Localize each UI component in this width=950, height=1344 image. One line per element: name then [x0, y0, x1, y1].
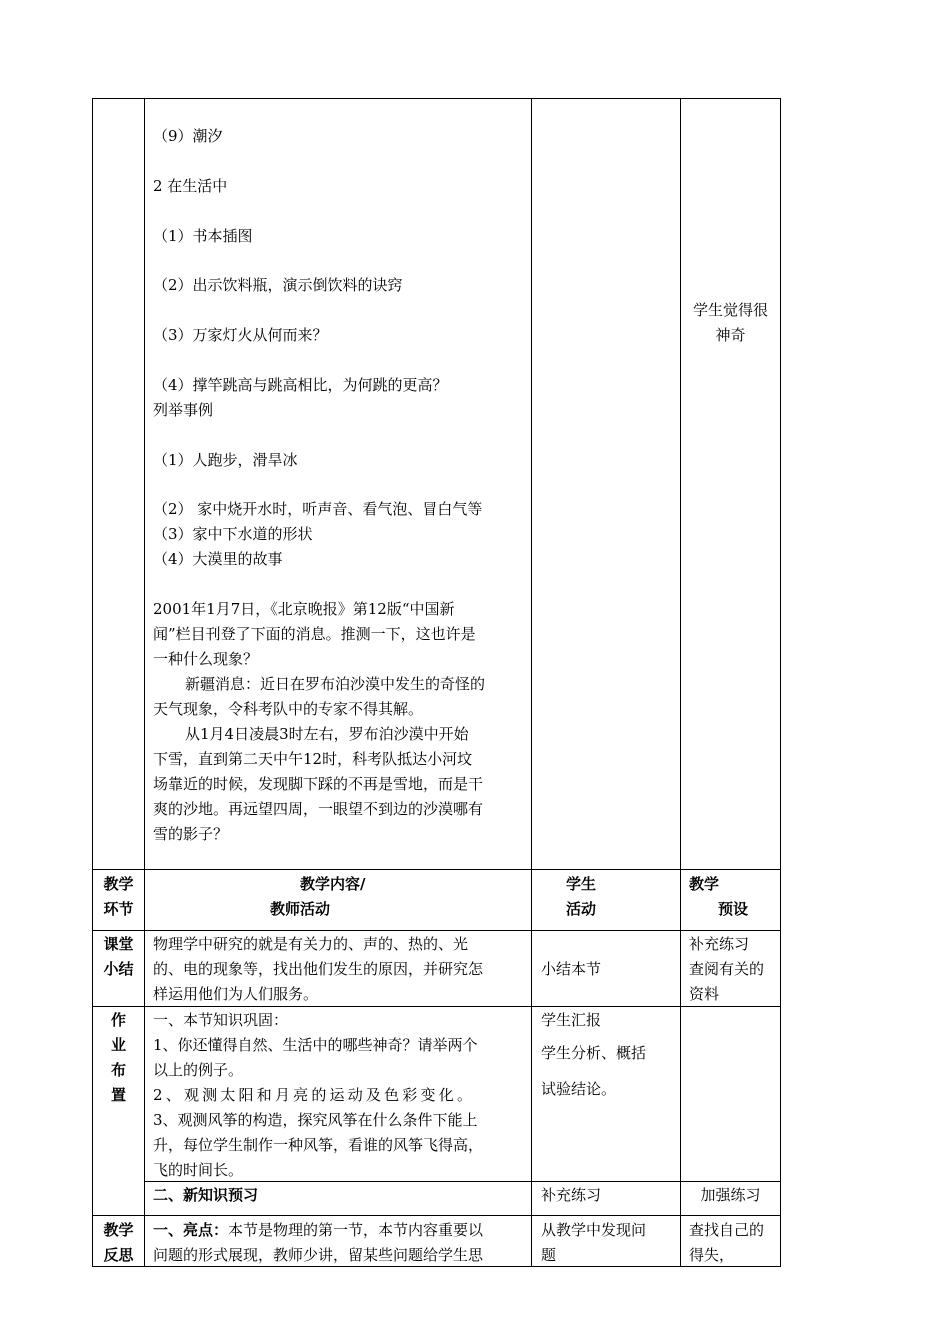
content-line: （1）人跑步，滑旱冰	[153, 451, 298, 469]
grid-line	[92, 1215, 781, 1216]
grid-line	[92, 98, 781, 99]
highlight-label: 一、亮点：	[153, 1221, 229, 1239]
grid-line	[92, 930, 781, 931]
content-line: 爽的沙地。再远望四周，一眼望不到边的沙漠哪有	[153, 800, 484, 818]
homework-student: 试验结论。	[541, 1080, 617, 1098]
content-line: 2 在生活中	[153, 177, 228, 195]
content-line: （2）出示饮料瓶，演示倒饮料的诀窍	[153, 276, 403, 294]
summary-student: 小结本节	[541, 960, 602, 978]
homework-section: 业	[110, 1036, 126, 1054]
homework-content: 飞的时间长。	[153, 1161, 244, 1179]
content-line: 2001年1月7日，《北京晚报》第12版“中国新	[153, 600, 455, 618]
content-line: （3）家中下水道的形状	[153, 525, 313, 543]
summary-preset: 补充练习	[689, 935, 750, 953]
homework-section: 置	[110, 1086, 126, 1104]
reflection-content	[153, 1218, 483, 1243]
summary-preset: 查阅有关的	[689, 960, 765, 978]
content-line: 下雪，直到第二天中午12时，科考队抵达小河坟	[153, 750, 473, 768]
summary-section: 小结	[103, 960, 134, 978]
homework-section: 布	[110, 1061, 126, 1079]
reflection-text: 本节是物理的第一节，本节内容重要以	[228, 1221, 484, 1239]
header-preset: 教学	[689, 875, 720, 893]
reflection-student: 从教学中发现问	[541, 1221, 647, 1239]
content-line: （9）潮汐	[153, 127, 223, 145]
reflection-section: 反思	[103, 1246, 134, 1264]
header-content: 教学内容/	[300, 875, 366, 893]
content-line: 新疆消息：近日在罗布泊沙漠中发生的奇怪的	[185, 675, 486, 693]
header-section: 环节	[103, 900, 134, 918]
content-line: （2） 家中烧开水时，听声音、看气泡、冒白气等	[153, 500, 483, 518]
reflection-content: 问题的形式展现，教师少讲，留某些问题给学生思	[153, 1246, 484, 1264]
preview-preset: 加强练习	[700, 1186, 761, 1204]
header-student: 活动	[566, 900, 597, 918]
header-section: 教学	[103, 875, 134, 893]
summary-content: 物理学中研究的就是有关力的、声的、热的、光	[153, 935, 469, 953]
homework-content: 升，每位学生制作一种风筝，看谁的风筝飞得高，	[153, 1136, 484, 1154]
content-line: （4）撑竿跳高与跳高相比，为何跳的更高？	[153, 376, 448, 394]
homework-student: 学生分析、概括	[541, 1044, 647, 1062]
reflection-preset: 查找自己的	[689, 1221, 765, 1239]
summary-content: 的、电的现象等，找出他们发生的原因，并研究怎	[153, 960, 484, 978]
header-content: 教师活动	[270, 900, 331, 918]
content-line: 闻”栏目刊登了下面的消息。推测一下，这也许是	[153, 625, 476, 643]
summary-preset: 资料	[689, 985, 720, 1003]
preset-text: 神奇	[715, 326, 746, 344]
content-line: 从1月4日凌晨3时左右，罗布泊沙漠中开始	[185, 725, 469, 743]
content-line: 列举事例	[153, 401, 214, 419]
content-line: （3）万家灯火从何而来？	[153, 326, 328, 344]
preset-text: 学生觉得很	[692, 301, 768, 319]
summary-content: 样运用他们为人们服务。	[153, 985, 319, 1003]
grid-line	[144, 98, 145, 1267]
grid-line	[680, 98, 681, 1267]
reflection-student: 题	[541, 1246, 557, 1264]
content-line: 天气现象，令科考队中的专家不得其解。	[153, 700, 424, 718]
content-line: 雪的影子？	[153, 825, 229, 843]
homework-content: 一、本节知识巩固：	[153, 1011, 289, 1029]
homework-content: 2、观测太阳和月亮的运动及色彩变化。	[153, 1086, 476, 1104]
content-line: （4）大漠里的故事	[153, 550, 283, 568]
header-student: 学生	[566, 875, 597, 893]
homework-content: 3、观测风筝的构造，探究风筝在什么条件下能上	[153, 1111, 478, 1129]
homework-student: 学生汇报	[541, 1011, 602, 1029]
grid-line	[780, 98, 781, 1267]
grid-line	[92, 869, 781, 870]
reflection-section: 教学	[103, 1221, 134, 1239]
reflection-preset: 得失，	[689, 1246, 735, 1264]
content-line: 一种什么现象？	[153, 650, 259, 668]
content-line: （1）书本插图	[153, 227, 253, 245]
preview-label: 二、新知识预习	[153, 1186, 259, 1204]
summary-section: 课堂	[103, 935, 134, 953]
homework-content: 1、你还懂得自然、生活中的哪些神奇？请举两个	[153, 1036, 478, 1054]
homework-section: 作	[110, 1011, 126, 1029]
homework-content: 以上的例子。	[153, 1061, 244, 1079]
content-line: 场靠近的时候，发现脚下踩的不再是雪地，而是干	[153, 775, 484, 793]
header-preset: 预设	[718, 900, 749, 918]
grid-line	[531, 98, 532, 1267]
preview-student: 补充练习	[541, 1186, 602, 1204]
